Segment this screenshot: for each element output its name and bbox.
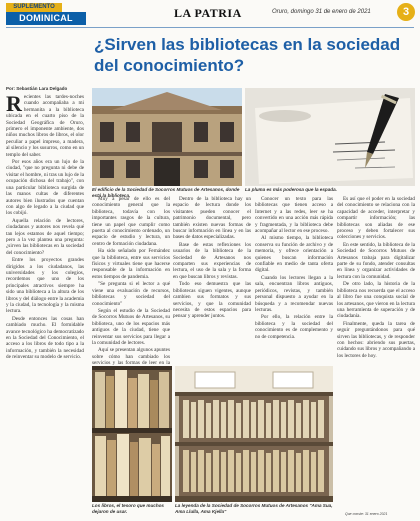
paragraph: Aquí se presentan algunos apuntes sobre cómo han cambiado los servicios y las formas de leer en la bbox=[92, 347, 170, 367]
pen-caption: La pluma es más poderosa que la espada. bbox=[245, 187, 337, 192]
building-caption: El edificio de la Sociedad de Socorros Mutuos de Artesanos, donde está la biblioteca. bbox=[92, 187, 240, 198]
photo-credit: Que conste: 31 enero 2021 bbox=[345, 512, 388, 516]
paragraph: Es así que el poder en la sociedad del conocimiento se relaciona con la capacidad de acceder, interpretar y compartir información; las bibliotecas son aliadas de ese proceso y deben fortalecer sus colecciones y servicios. bbox=[337, 196, 415, 241]
paragraph: Entre los proyectos grandes dirigidos a los ciudadanos, las universidades y los colegios, recordemos que uno de los principales atractivos siempre ha sido una biblioteca a la altura de los libros y del diálogo entre la academia y la ciudad, la tecnología y la misma lectura. bbox=[6, 257, 84, 315]
library-caption: La leyenda de la Sociedad de Socorros Mutuos de Artesanos "Ama Sua, Ama Llulla, Ama Kjella" bbox=[175, 503, 333, 514]
paragraph: Conocer un texto para las bibliotecas que tienen acceso a Internet y a las redes, leer se ha convertido en una acción más rápida y fragmentada, y la biblioteca debe acompañar al lector en ese proceso. bbox=[255, 196, 333, 235]
paragraph: Cuando los lectores llegan a la sala, encuentran libros antiguos, periódicos, revistas, y también personal dispuesto a ayudar en la búsqueda y a recomendar nuevas lecturas. bbox=[255, 274, 333, 313]
paragraph: De otro lado, la historia de la biblioteca nos recuerda que el acceso al libro fue una conquista social de los artesanos, que vieron en la lectura una herramienta de superación y de ciudadanía. bbox=[337, 281, 415, 320]
paragraph: Dentro de la biblioteca hay un espacio de lectura donde los visitantes pueden conocer el patrimonio documental, pero también existen nuevas formas de buscar información en línea y en las bases de datos especializadas. bbox=[173, 196, 251, 241]
newspaper-name: LA PATRIA bbox=[174, 6, 242, 20]
article-column-2 bbox=[92, 196, 170, 367]
library-photo bbox=[175, 366, 333, 502]
article-column-4 bbox=[255, 196, 333, 362]
article-column-1 bbox=[6, 91, 84, 512]
pen-photo bbox=[245, 88, 415, 186]
article-column-5 bbox=[337, 196, 415, 508]
paragraph: Por ello, la relación entre la biblioteca y la sociedad del conocimiento es de complemento y no de competencia. bbox=[255, 314, 333, 340]
paragraph: Muy a pesar de ello es del conocimiento general que la biblioteca, todavía con los importantes rasgos de la cultura, tiene un papel que cumplir como puerta al conocimiento ordenado, un espacio de estudio y lectura, un centro de formación ciudadana. bbox=[92, 196, 170, 247]
issue-date: Oruro, domingo 31 de enero de 2021 bbox=[272, 9, 371, 15]
article-title: ¿Sirven las bibliotecas en la sociedad del conocimiento? bbox=[94, 35, 401, 75]
article-byline: Por: Sebastián Lara Delgado bbox=[6, 86, 68, 91]
paragraph: Según el estudio de la Sociedad de Socorros Mutuos de Artesanos, su biblioteca, uno de los espacios más antiguos de la ciudad, tiene que reinventar sus servicios para llegar a la comunidad de lectores. bbox=[92, 307, 170, 346]
header-rule bbox=[6, 27, 414, 28]
supplement-tag: SUPLEMENTO bbox=[6, 3, 62, 12]
paragraph: Ha sido señalado por Fernández que la biblioteca, entre sus servicios físicos y virtuales tiene que hacerse responsable de la información en estos tiempos de pandemia. bbox=[92, 248, 170, 280]
paragraph: Por esos años era un lujo de la ciudad, "que no pregunta ni debe de visitar el hombre, ni tras un lujo de la ocupación dichosa del trabajo", con una particular biblioteca surgida de las manos cultas de diferentes autores bien ilustrados que cuentan con algo de legado a la ciudad que los cobijó. bbox=[6, 159, 84, 217]
books-caption: Los libros, el tesoro que muchos dejaron de usar. bbox=[92, 503, 164, 514]
supplement-name: DOMINICAL bbox=[6, 12, 86, 25]
page-header bbox=[0, 0, 420, 36]
books-photo bbox=[92, 366, 172, 502]
paragraph: "Se pregunta si el lector a qué viene una evaluación de recursos, bibliotecas y sociedad del conocimiento" bbox=[92, 281, 170, 307]
paragraph: Finalmente, queda la tarea de seguir preguntándonos para qué sirven las bibliotecas, y de responder con hechos: abriendo sus puertas, cuidando sus libros y acompañando a los lectores de hoy. bbox=[337, 320, 415, 359]
article-column-3 bbox=[173, 196, 251, 362]
building-photo bbox=[92, 88, 242, 186]
paragraph: ecientes las tardes-noches cuando acompañaba a mi hermanita a la biblioteca ubicada en el cuarto piso de la Sociedad Geográfica de Oruro, primero el imponente ambiente, dos niños muchos libros de libros, el olor peculiar a papel impreso, a madera, al silencio y los susurros, como en un templo del saber. bbox=[6, 94, 84, 158]
paragraph: Aquella relación de lectores, ciudadanos y autores nos revela qué tan lejos estamos de aquel tiempo; pero a la vez plantea una pregunta: ¿sirven las bibliotecas en la sociedad del conocimiento? bbox=[6, 217, 84, 256]
paragraph: Base de estas reflexiones los usuarios de la biblioteca de la Sociedad de Artesanos nos comparten sus experiencias de lectura, el uso de la sala y la forma en que buscan libros y revistas. bbox=[173, 241, 251, 280]
paragraph: Todo eso demuestra que las bibliotecas siguen vigentes, aunque cambien sus formatos y sus servicios, y que la comunidad necesita de estos espacios para pensar y aprender juntos. bbox=[173, 281, 251, 320]
paragraph: Al mismo tiempo, la biblioteca conserva su función de archivo y de memoria, y ofrece orientación a quienes buscan información confiable en medio de tanta oferta digital. bbox=[255, 235, 333, 274]
paragraph: En este sentido, la biblioteca de la Sociedad de Socorros Mutuos de Artesanos trabaja para digitalizar parte de su fondo, atender consultas en línea y organizar actividades de lectura con la comunidad. bbox=[337, 241, 415, 280]
page-number: 3 bbox=[397, 3, 415, 21]
paragraph: Desde entonces las cosas han cambiado mucho. El formidable avance tecnológico ha democratizado en la Sociedad del Conocimiento, el acceso a los libros de todo tipo a la información, y también la necesidad de reinventar su modelo de servicio. bbox=[6, 315, 84, 361]
drop-cap: R bbox=[6, 91, 22, 116]
